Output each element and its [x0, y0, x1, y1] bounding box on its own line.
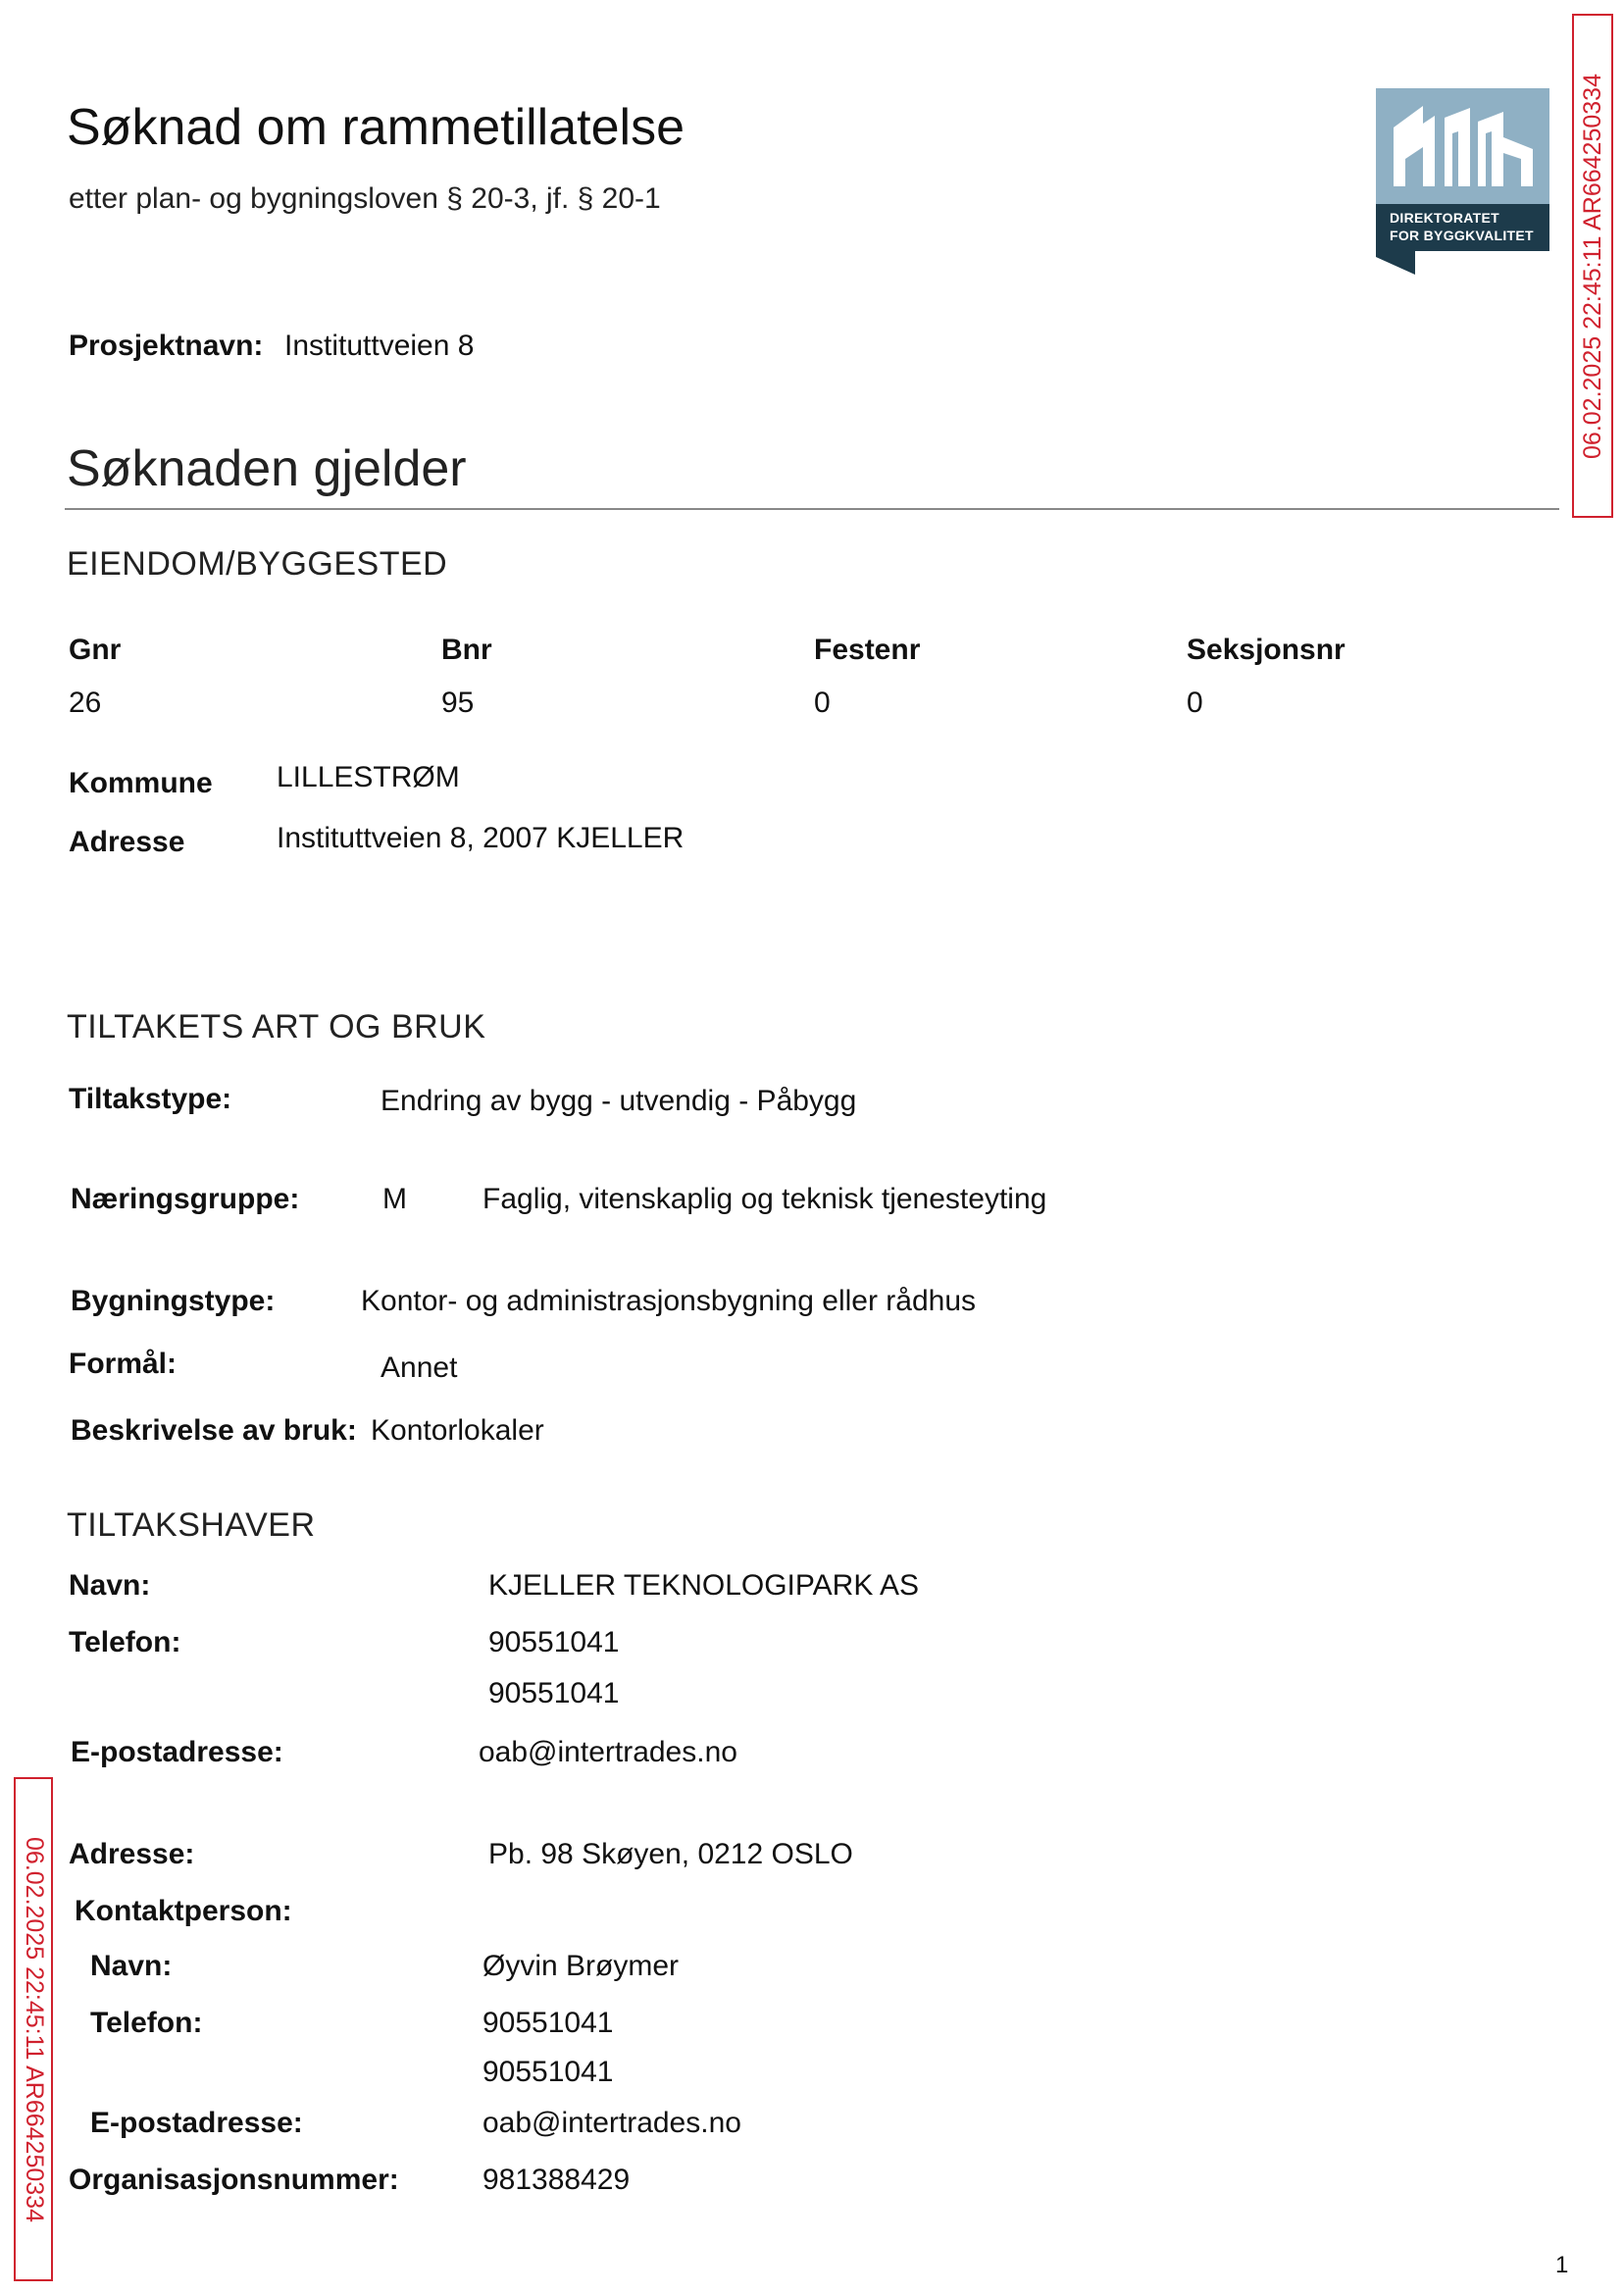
bygningstype-value: Kontor- og administrasjonsbygning eller rådhus: [361, 1285, 977, 1317]
dibk-logo: [1376, 88, 1549, 275]
bnr-value: 95: [441, 687, 475, 719]
kontakt-navn-label: Navn:: [90, 1950, 173, 1982]
festenr-value: 0: [814, 687, 831, 719]
seksjonsnr-value: 0: [1187, 687, 1203, 719]
naeringsgruppe-code: M: [382, 1183, 407, 1215]
adresse-value: Pb. 98 Skøyen, 0212 OSLO: [488, 1838, 853, 1870]
formal-label: Formål:: [69, 1348, 178, 1380]
timestamp-stamp-top: [1572, 14, 1613, 518]
adresse-label: Adresse:: [69, 1838, 195, 1870]
seksjonsnr-label: Seksjonsnr: [1187, 634, 1345, 666]
page-title: Søknad om rammetillatelse: [67, 99, 685, 156]
telefon-value-1: 90551041: [488, 1626, 620, 1658]
naeringsgruppe-label: Næringsgruppe:: [71, 1183, 300, 1215]
page-subtitle: etter plan- og bygningsloven § 20-3, jf. § 20-1: [69, 182, 661, 215]
stamp-text: 06.02.2025 22:45:11 AR664250334: [1578, 73, 1606, 459]
gnr-value: 26: [69, 687, 102, 719]
kontakt-telefon-value-1: 90551041: [482, 2007, 614, 2039]
telefon-label: Telefon:: [69, 1626, 181, 1658]
orgnr-label: Organisasjonsnummer:: [69, 2164, 399, 2196]
gnr-label: Gnr: [69, 634, 122, 666]
festenr-label: Festenr: [814, 634, 921, 666]
tiltakshaver-heading: TILTAKSHAVER: [67, 1506, 316, 1544]
project-label: Prosjektnavn:: [69, 330, 264, 362]
kommune-label: Kommune: [69, 767, 213, 799]
epost-value: oab@intertrades.no: [479, 1736, 737, 1768]
page-number: 1: [1555, 2252, 1569, 2278]
adresse-label: Adresse: [69, 826, 185, 858]
kontakt-navn-value: Øyvin Brøymer: [482, 1950, 680, 1982]
bygningstype-label: Bygningstype:: [71, 1285, 276, 1317]
bnr-label: Bnr: [441, 634, 492, 666]
kontakt-epost-value: oab@intertrades.no: [482, 2107, 741, 2139]
epost-label: E-postadresse:: [71, 1736, 283, 1768]
orgnr-value: 981388429: [482, 2164, 631, 2196]
navn-value: KJELLER TEKNOLOGIPARK AS: [488, 1569, 920, 1602]
stamp-text: 06.02.2025 22:45:11 AR664250334: [20, 1836, 48, 2222]
formal-value: Annet: [381, 1351, 458, 1384]
timestamp-stamp-left: [14, 1777, 53, 2281]
kommune-value: LILLESTRØM: [277, 761, 460, 793]
logo-line2: FOR BYGGKVALITET: [1390, 228, 1534, 243]
section-divider: [65, 508, 1559, 510]
kontakt-telefon-label: Telefon:: [90, 2007, 203, 2039]
tiltak-heading: TILTAKETS ART OG BRUK: [67, 1008, 486, 1045]
naeringsgruppe-value: Faglig, vitenskaplig og teknisk tjenesteyting: [482, 1183, 1047, 1215]
telefon-value-2: 90551041: [488, 1677, 620, 1709]
navn-label: Navn:: [69, 1569, 151, 1602]
kontakt-epost-label: E-postadresse:: [90, 2107, 303, 2139]
eiendom-heading: EIENDOM/BYGGESTED: [67, 545, 448, 583]
tiltakstype-label: Tiltakstype:: [69, 1083, 232, 1115]
kontakt-telefon-value-2: 90551041: [482, 2056, 614, 2088]
beskrivelse-label: Beskrivelse av bruk:: [71, 1414, 357, 1447]
adresse-value: Instituttveien 8, 2007 KJELLER: [277, 822, 685, 854]
logo-line1: DIREKTORATET: [1390, 210, 1499, 226]
section-heading: Søknaden gjelder: [67, 440, 467, 497]
tiltakstype-value: Endring av bygg - utvendig - Påbygg: [381, 1085, 857, 1117]
beskrivelse-value: Kontorlokaler: [371, 1414, 544, 1447]
project-value: Instituttveien 8: [284, 330, 475, 362]
kontaktperson-label: Kontaktperson:: [75, 1895, 292, 1927]
dibk-logo-icon: [1376, 88, 1549, 275]
